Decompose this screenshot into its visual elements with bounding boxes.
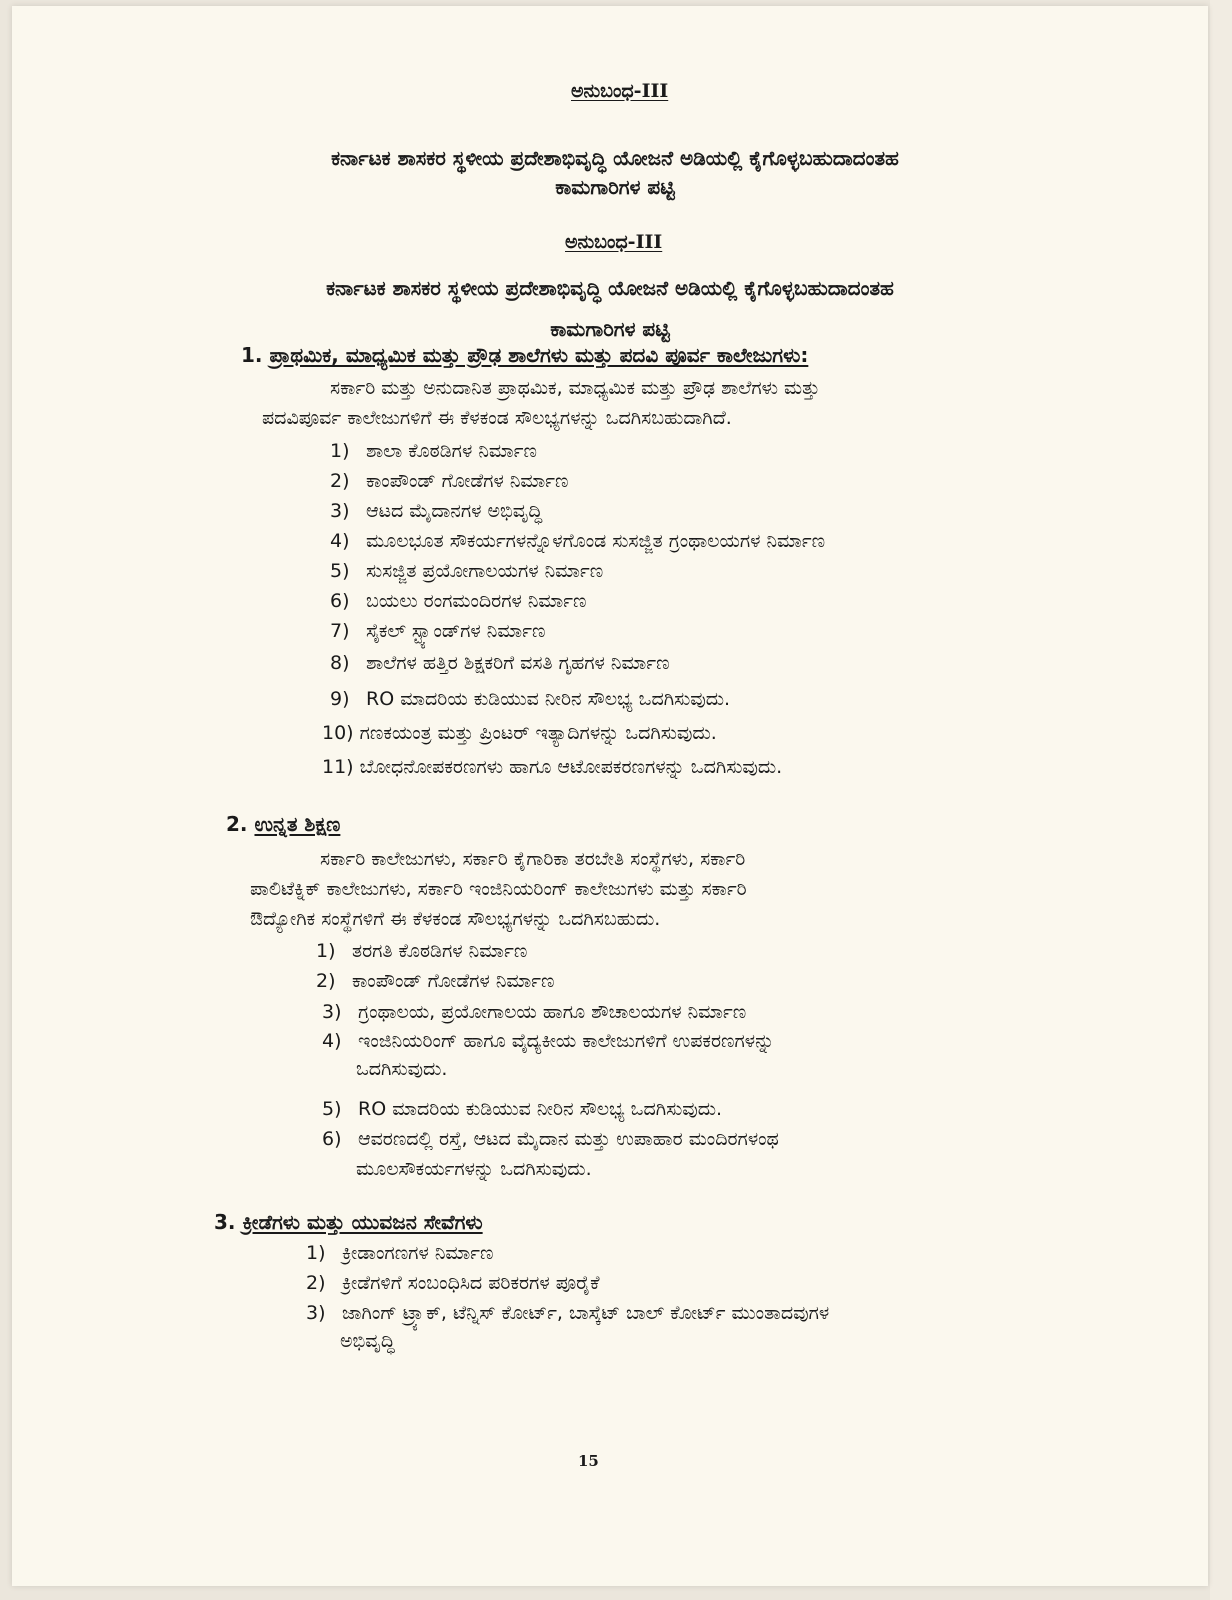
section-1-intro: ಸರ್ಕಾರಿ ಮತ್ತು ಅನುದಾನಿತ ಪ್ರಾಥಮಿಕ, ಮಾಧ್ಯಮಿಕ ಮತ್ತು ಪ್ರೌಢ ಶಾಲೆಗಳು ಮತ್ತು — [330, 377, 820, 399]
list-item: 9) RO ಮಾದರಿಯ ಕುಡಿಯುವ ನೀರಿನ ಸೌಲಭ್ಯ ಒದಗಿಸುವುದು. — [330, 688, 731, 710]
section-number: 1. — [241, 343, 263, 367]
list-item: 2) ಕಾಂಪೌಂಡ್ ಗೋಡೆಗಳ ನಿರ್ಮಾಣ — [316, 970, 555, 992]
document-title-line-2: ಕಾಮಗಾರಿಗಳ ಪಟ್ಟಿ — [550, 317, 670, 341]
list-item: 5) ಸುಸಜ್ಜಿತ ಪ್ರಯೋಗಾಲಯಗಳ ನಿರ್ಮಾಣ — [330, 560, 604, 582]
section-2-intro: ಔದ್ಯೋಗಿಕ ಸಂಸ್ಥೆಗಳಿಗೆ ಈ ಕೆಳಕಂಡ ಸೌಲಭ್ಯಗಳನ್ನು ಒದಗಿಸಬಹುದು. — [250, 908, 661, 930]
list-item: 8) ಶಾಲೆಗಳ ಹತ್ತಿರ ಶಿಕ್ಷಕರಿಗೆ ವಸತಿ ಗೃಹಗಳ ನಿರ್ಮಾಣ — [330, 652, 670, 674]
document-title-line-2: ಕಾಮಗಾರಿಗಳ ಪಟ್ಟಿ — [555, 175, 675, 199]
list-item: 6) ಬಯಲು ರಂಗಮಂದಿರಗಳ ನಿರ್ಮಾಣ — [330, 590, 587, 612]
annex-label: ಅನುಬಂಧ-III — [565, 231, 663, 253]
document-title: ಕರ್ನಾಟಕ ಶಾಸಕರ ಸ್ಥಳೀಯ ಪ್ರದೇಶಾಭಿವೃದ್ಧಿ ಯೋಜನೆ ಅಡಿಯಲ್ಲಿ ಕೈಗೊಳ್ಳಬಹುದಾದಂತಹ — [326, 276, 894, 300]
list-item: 7) ಸೈಕಲ್ ಸ್ಟ್ಯಾಂಡ್‌ಗಳ ನಿರ್ಮಾಣ — [330, 620, 546, 642]
section-1-intro: ಪದವಿಪೂರ್ವ ಕಾಲೇಜುಗಳಿಗೆ ಈ ಕೆಳಕಂಡ ಸೌಲಭ್ಯಗಳನ್ನು ಒದಗಿಸಬಹುದಾಗಿದೆ. — [262, 407, 732, 429]
background-edge — [1210, 0, 1232, 1600]
section-3-heading — [214, 1210, 483, 1234]
list-item: 3) ಆಟದ ಮೈದಾನಗಳ ಅಭಿವೃದ್ಧಿ — [330, 500, 543, 522]
list-item: 1) ತರಗತಿ ಕೊಠಡಿಗಳ ನಿರ್ಮಾಣ — [316, 940, 528, 962]
page-number: 15 — [578, 1452, 599, 1470]
list-item-continuation: ಅಭಿವೃದ್ಧಿ — [340, 1330, 395, 1352]
section-title: ಕ್ರೀಡೆಗಳು ಮತ್ತು ಯುವಜನ ಸೇವೆಗಳು — [242, 1210, 483, 1234]
list-item-continuation: ಮೂಲಸೌಕರ್ಯಗಳನ್ನು ಒದಗಿಸುವುದು. — [356, 1158, 592, 1180]
section-title: ಪ್ರಾಥಮಿಕ, ಮಾಧ್ಯಮಿಕ ಮತ್ತು ಪ್ರೌಢ ಶಾಲೆಗಳು ಮತ್ತು ಪದವಿ ಪೂರ್ವ ಕಾಲೇಜುಗಳು: — [269, 343, 809, 367]
list-item: 6) ಆವರಣದಲ್ಲಿ ರಸ್ತೆ, ಆಟದ ಮೈದಾನ ಮತ್ತು ಉಪಾಹಾರ ಮಂದಿರಗಳಂಥ — [322, 1128, 779, 1150]
annex-label: ಅನುಬಂಧ-III — [571, 80, 669, 102]
list-item: 2) ಕಾಂಪೌಂಡ್ ಗೋಡೆಗಳ ನಿರ್ಮಾಣ — [330, 470, 569, 492]
section-1-heading — [241, 343, 808, 367]
list-item: 1) ಶಾಲಾ ಕೊಠಡಿಗಳ ನಿರ್ಮಾಣ — [330, 440, 537, 462]
list-item: 4) ಮೂಲಭೂತ ಸೌಕರ್ಯಗಳನ್ನೊಳಗೊಂಡ ಸುಸಜ್ಜಿತ ಗ್ರಂಥಾಲಯಗಳ ನಿರ್ಮಾಣ — [330, 530, 826, 552]
list-item: 10) ಗಣಕಯಂತ್ರ ಮತ್ತು ಪ್ರಿಂಟರ್ ಇತ್ಯಾದಿಗಳನ್ನು ಒದಗಿಸುವುದು. — [322, 722, 717, 744]
section-number: 2. — [226, 812, 248, 836]
document-title: ಕರ್ನಾಟಕ ಶಾಸಕರ ಸ್ಥಳೀಯ ಪ್ರದೇಶಾಭಿವೃದ್ಧಿ ಯೋಜನೆ ಅಡಿಯಲ್ಲಿ ಕೈಗೊಳ್ಳಬಹುದಾದಂತಹ — [331, 146, 899, 170]
section-number: 3. — [214, 1210, 236, 1234]
list-item: 2) ಕ್ರೀಡೆಗಳಿಗೆ ಸಂಬಂಧಿಸಿದ ಪರಿಕರಗಳ ಪೂರೈಕೆ — [306, 1272, 600, 1294]
list-item: 3) ಜಾಗಿಂಗ್ ಟ್ರ್ಯಾಕ್, ಟೆನ್ನಿಸ್ ಕೋರ್ಟ್, ಬಾಸ್ಕೆಟ್ ಬಾಲ್ ಕೋರ್ಟ್ ಮುಂತಾದವುಗಳ — [306, 1302, 830, 1324]
section-2-intro: ಸರ್ಕಾರಿ ಕಾಲೇಜುಗಳು, ಸರ್ಕಾರಿ ಕೈಗಾರಿಕಾ ತರಬೇತಿ ಸಂಸ್ಥೆಗಳು, ಸರ್ಕಾರಿ — [320, 848, 746, 870]
list-item: 5) RO ಮಾದರಿಯ ಕುಡಿಯುವ ನೀರಿನ ಸೌಲಭ್ಯ ಒದಗಿಸುವುದು. — [322, 1098, 723, 1120]
section-2-heading — [226, 812, 340, 836]
list-item: 11) ಬೋಧನೋಪಕರಣಗಳು ಹಾಗೂ ಆಟೋಪಕರಣಗಳನ್ನು ಒದಗಿಸುವುದು. — [322, 756, 783, 778]
list-item: 1) ಕ್ರೀಡಾಂಗಣಗಳ ನಿರ್ಮಾಣ — [306, 1242, 494, 1264]
section-title: ಉನ್ನತ ಶಿಕ್ಷಣ — [254, 812, 341, 836]
list-item: 3) ಗ್ರಂಥಾಲಯ, ಪ್ರಯೋಗಾಲಯ ಹಾಗೂ ಶೌಚಾಲಯಗಳ ನಿರ್ಮಾಣ — [322, 1001, 747, 1023]
list-item-continuation: ಒದಗಿಸುವುದು. — [356, 1058, 448, 1080]
section-2-intro: ಪಾಲಿಟೆಕ್ನಿಕ್ ಕಾಲೇಜುಗಳು, ಸರ್ಕಾರಿ ಇಂಜಿನಿಯರಿಂಗ್ ಕಾಲೇಜುಗಳು ಮತ್ತು ಸರ್ಕಾರಿ — [250, 878, 747, 900]
list-item: 4) ಇಂಜಿನಿಯರಿಂಗ್ ಹಾಗೂ ವೈದ್ಯಕೀಯ ಕಾಲೇಜುಗಳಿಗೆ ಉಪಕರಣಗಳನ್ನು — [322, 1030, 775, 1052]
